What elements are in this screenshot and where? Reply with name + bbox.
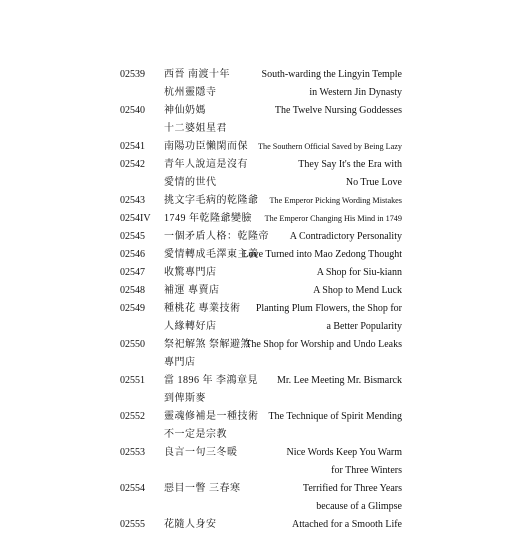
- chinese-title: 不一定是宗教: [164, 429, 227, 440]
- chinese-title: 人緣轉好店: [164, 321, 217, 332]
- chinese-title: 一個矛盾人格：乾隆帝: [164, 231, 269, 242]
- chinese-title: 神仙奶媽: [164, 105, 206, 116]
- list-entry: [120, 138, 402, 156]
- list-entry: [120, 102, 402, 138]
- entry-line: [120, 174, 402, 192]
- entry-line: [120, 498, 402, 516]
- chinese-title: 收驚專門店: [164, 267, 217, 278]
- entry-number: 02541: [120, 141, 145, 152]
- english-title: The Southern Official Saved by Being Lazy: [257, 142, 402, 151]
- entry-number: 02542: [120, 159, 145, 170]
- chinese-title: 1749 年乾隆爺變臉: [164, 213, 252, 224]
- list-entry: [120, 300, 402, 336]
- list-entry: [120, 228, 402, 246]
- entry-number: 02543: [120, 195, 145, 206]
- entry-line: [120, 264, 402, 282]
- entry-number: 02554: [120, 483, 145, 494]
- chinese-title: 惡目一瞥 三春寒: [164, 483, 241, 494]
- chinese-title: 青年人說這是沒有: [164, 159, 248, 170]
- chinese-title: 靈魂修補是一種技術: [164, 411, 259, 422]
- entry-line: [120, 426, 402, 444]
- entry-line: [120, 516, 402, 534]
- entry-number: 02555: [120, 519, 145, 530]
- list-entry: [120, 156, 402, 192]
- entry-number: 02551: [120, 375, 145, 386]
- list-entry: [120, 336, 402, 372]
- entry-line: [120, 282, 402, 300]
- english-title: a Better Popularity: [326, 321, 402, 332]
- entry-number: 02540: [120, 105, 145, 116]
- english-title: for Three Winters: [331, 465, 402, 476]
- list-entry: [120, 264, 402, 282]
- english-title: They Say It's the Era with: [298, 159, 402, 170]
- entry-line: [120, 408, 402, 426]
- chinese-title: 南陽功臣懶閑而保: [164, 141, 248, 152]
- chinese-title: 杭州靈隱寺: [164, 87, 217, 98]
- chinese-title: 愛情的世代: [164, 177, 217, 188]
- entry-line: [120, 318, 402, 336]
- entry-line: [120, 192, 402, 210]
- entry-number: 02545: [120, 231, 145, 242]
- english-title: Terrified for Three Years: [302, 483, 402, 494]
- chinese-title: 補運 專賣店: [164, 285, 220, 296]
- english-title: Love Turned into Mao Zedong Thought: [242, 249, 402, 260]
- english-title: A Shop for Siu-kiann: [316, 267, 402, 278]
- entry-number: 02553: [120, 447, 145, 458]
- list-entry: [120, 444, 402, 480]
- list-entry: [120, 480, 402, 516]
- entry-line: [120, 354, 402, 372]
- entry-line: [120, 210, 402, 228]
- chinese-title: 當 1896 年 李鴻章見: [164, 375, 258, 386]
- entry-line: [120, 390, 402, 408]
- entry-line: [120, 84, 402, 102]
- entry-number: 02546: [120, 249, 145, 260]
- english-title: The Emperor Picking Wording Mistakes: [269, 196, 402, 205]
- english-title: Planting Plum Flowers, the Shop for: [255, 303, 402, 314]
- english-title: The Shop for Worship and Undo Leaks: [245, 339, 402, 350]
- list-entry: [120, 210, 402, 228]
- entry-line: [120, 246, 402, 264]
- list-entry: [120, 192, 402, 210]
- chinese-title: 良言一句三冬暖: [164, 447, 238, 458]
- list-entry: [120, 372, 402, 408]
- entry-line: [120, 102, 402, 120]
- english-title: The Twelve Nursing Goddesses: [274, 105, 402, 116]
- english-title: Nice Words Keep You Warm: [286, 447, 402, 458]
- list-entry: [120, 246, 402, 264]
- list-entry: [120, 66, 402, 102]
- entry-number: 02548: [120, 285, 145, 296]
- entry-line: [120, 372, 402, 390]
- english-title: because of a Glimpse: [316, 501, 402, 512]
- entry-line: [120, 462, 402, 480]
- chinese-title: 十二婆姐星君: [164, 123, 227, 134]
- entry-line: [120, 300, 402, 318]
- chinese-title: 祭祀解煞 祭解避煞: [164, 339, 251, 350]
- english-title: Mr. Lee Meeting Mr. Bismarck: [277, 375, 402, 386]
- chinese-title: 西晉 南渡十年: [164, 69, 230, 80]
- entry-line: [120, 120, 402, 138]
- chinese-title: 花隨人身安: [164, 519, 217, 530]
- entry-line: [120, 228, 402, 246]
- english-title: A Shop to Mend Luck: [313, 285, 402, 296]
- list-entry: [120, 516, 402, 534]
- entry-number: 02552: [120, 411, 145, 422]
- english-title: South-warding the Lingyin Temple: [261, 69, 402, 80]
- chinese-title: 愛情轉成毛澤東主義: [164, 249, 259, 260]
- english-title: A Contradictory Personality: [289, 231, 402, 242]
- chinese-title: 挑文字毛病的乾隆爺: [164, 195, 259, 206]
- entry-number: 02539: [120, 69, 145, 80]
- entry-line: [120, 480, 402, 498]
- entry-line: [120, 336, 402, 354]
- chinese-title: 到俾斯麥: [164, 393, 206, 404]
- english-title: The Technique of Spirit Mending: [268, 411, 402, 422]
- entry-line: [120, 156, 402, 174]
- entry-number: 02549: [120, 303, 145, 314]
- english-title: Attached for a Smooth Life: [292, 519, 402, 530]
- list-entry: [120, 282, 402, 300]
- chinese-title: 專門店: [164, 357, 196, 368]
- entry-number: 02550: [120, 339, 145, 350]
- list-entry: [120, 408, 402, 444]
- entry-number: 02547: [120, 267, 145, 278]
- english-title: The Emperor Changing His Mind in 1749: [264, 214, 402, 223]
- chinese-title: 種桃花 專業技術: [164, 303, 241, 314]
- english-title: No True Love: [345, 177, 402, 188]
- entry-number: 0254IV: [120, 213, 151, 224]
- entry-line: [120, 138, 402, 156]
- entry-line: [120, 444, 402, 462]
- english-title: in Western Jin Dynasty: [309, 87, 402, 98]
- entry-list: [120, 66, 402, 534]
- entry-line: [120, 66, 402, 84]
